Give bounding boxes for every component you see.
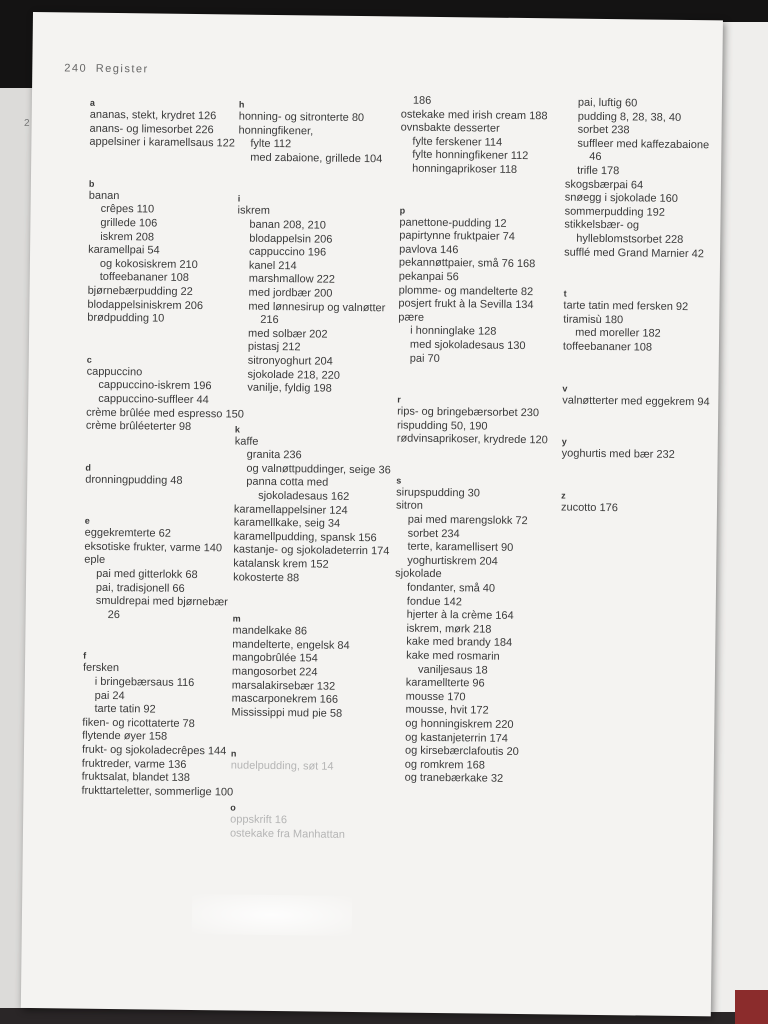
letter-heading: d (85, 462, 92, 473)
index-subentry: sitronyoghurt 204 (247, 354, 333, 368)
letter-heading: k (234, 424, 240, 435)
index-entry: crème brûléeterter 98 (85, 419, 192, 434)
index-subentry: sjokolade 218, 220 (247, 368, 341, 382)
index-entry: sitron (395, 499, 423, 513)
index-entry: sirupspudding 30 (396, 486, 481, 500)
index-entry: plomme- og mandelterte 82 (398, 284, 534, 298)
index-entry: skogsbærpai 64 (564, 178, 644, 192)
index-subentry: pai, luftig 60 (577, 96, 638, 110)
index-entry: ostekake fra Manhattan (229, 827, 346, 841)
index-entry: honning- og sitronterte 80 (238, 110, 365, 125)
index-subentry: og kokosiskrem 210 (99, 257, 198, 271)
letter-heading: r (397, 394, 401, 405)
index-subentry: kake med rosmarin vaniljesaus 18 (406, 649, 500, 677)
index-entry: nudelpudding, søt 14 (230, 759, 334, 774)
index-entry: kokosterte 88 (233, 571, 300, 584)
index-entry: fiken- og ricottaterte 78 (82, 716, 195, 730)
index-entry: frukttarteletter, sommerlige 100 (81, 784, 234, 799)
index-entry: zucotto 176 (560, 501, 618, 514)
index-entry: papirtynne fruktpaier 74 (399, 229, 515, 244)
index-entry: karamellappelsiner 124 (233, 503, 348, 517)
index-subentry: toffeebananer 108 (99, 271, 189, 285)
letter-heading: v (562, 382, 568, 394)
index-entry: fruktreder, varme 136 (81, 757, 187, 771)
index-subentry: og honningiskrem 220 (405, 717, 514, 731)
index-subentry: pai 24 (94, 689, 125, 702)
index-entry: Mississippi mud pie 58 (231, 706, 343, 720)
index-subentry: yoghurtiskrem 204 (407, 554, 498, 568)
index-entry: ananas, stekt, krydret 126 (89, 108, 217, 123)
index-subentry: og tranebærkake 32 (404, 771, 504, 786)
section-gap (87, 325, 245, 349)
index-subentry: med lønnesirup og valnøtter 216 (248, 300, 386, 327)
index-entry: fersken (82, 662, 120, 675)
index-entry: snøegg i sjokolade 160 (564, 191, 678, 206)
index-entry: banan (88, 189, 120, 202)
index-subentry: med zabaione, grillede 104 (250, 151, 383, 166)
index-entry: katalansk krem 152 (233, 557, 329, 571)
index-entry: ostekake med irish cream 188 (400, 108, 548, 122)
left-page-mark: 2 (24, 118, 30, 129)
index-subentry: smuldrepai med bjørnebær 26 (95, 595, 228, 621)
letter-heading: z (561, 490, 566, 501)
index-entry: frukt- og sjokoladecrêpes 144 (81, 743, 227, 758)
index-subentry: pai 70 (409, 352, 440, 365)
page-number: 240 (64, 62, 88, 75)
index-entry: marsalakirsebær 132 (231, 679, 336, 693)
index-entry: rips- og bringebærsorbet 230 (397, 405, 540, 420)
index-entry: stikkelsbær- og hylleblomstsorbet 228 (564, 218, 684, 246)
section-gap (235, 395, 393, 419)
index-subentry: cappuccino-iskrem 196 (98, 379, 212, 393)
index-entry: cappuccino (86, 365, 143, 379)
section-gap (85, 487, 243, 511)
index-subentry: cappuccino 196 (249, 245, 327, 259)
index-subentry: terte, karamellisert 90 (407, 540, 514, 555)
index-entry: yoghurtis med bær 232 (561, 447, 675, 461)
index-entry: iskrem (237, 204, 271, 218)
index-subentry: kanel 214 (248, 259, 297, 272)
index-entry: pære (398, 311, 425, 324)
index-entry: valnøtterter med eggekrem 94 (562, 393, 710, 408)
section-gap (231, 720, 389, 744)
index-entry: mandelkake 86 (232, 624, 308, 638)
index-subentry: pudding 8, 28, 38, 40 (577, 110, 682, 124)
index-subentry: mousse, hvit 172 (405, 703, 489, 717)
index-subentry: og kirsebærclafoutis 20 (404, 744, 519, 759)
index-entry: mascarponekrem 166 (231, 692, 339, 706)
letter-heading: e (84, 515, 90, 527)
section-gap (400, 176, 558, 200)
index-subentry: i bringebærsaus 116 (94, 675, 195, 690)
section-title: Register (95, 62, 149, 76)
letter-heading: t (563, 288, 567, 299)
index-subentry: kake med brandy 184 (406, 636, 513, 650)
index-subentry: crêpes 110 (100, 203, 155, 216)
index-column-4 (561, 97, 724, 517)
index-entry: brødpudding 10 (87, 311, 165, 325)
letter-heading: b (88, 178, 95, 189)
index-subentry: 186 (412, 94, 432, 107)
letter-heading: a (89, 97, 95, 108)
index-entry: tiramisù 180 (563, 313, 624, 326)
section-gap (396, 446, 554, 470)
index-entry: pekannøttpaier, små 76 168 (398, 256, 536, 271)
index-subentry: karamellterte 96 (405, 676, 485, 690)
index-subentry: pistasj 212 (247, 340, 301, 354)
letter-heading: y (561, 436, 567, 447)
index-subentry: med jordbær 200 (248, 286, 333, 300)
index-subentry: honningaprikoser 118 (412, 162, 518, 176)
index-subentry: trifle 178 (577, 164, 620, 178)
letter-heading: p (399, 205, 406, 216)
index-entry: dronningpudding 48 (85, 473, 183, 487)
index-subentry: og romkrem 168 (404, 758, 485, 772)
letter-heading: o (230, 802, 236, 813)
index-entry: posjert frukt à la Sevilla 134 (398, 297, 534, 312)
index-entry: panettone-pudding 12 (399, 216, 507, 230)
index-entry: sjokolade (395, 567, 442, 581)
section-gap (83, 622, 241, 646)
index-subentry: med solbær 202 (248, 327, 328, 341)
index-entry: anans- og limesorbet 226 (89, 122, 214, 136)
index-column-1 (81, 91, 248, 800)
index-entry: flytende øyer 158 (82, 730, 168, 744)
index-subentry: pai med marengslokk 72 (407, 513, 528, 528)
index-entry: eggekremterte 62 (84, 526, 171, 541)
index-entry: rødvinsaprikoser, krydrede 120 (396, 432, 548, 447)
index-subentry: med sjokoladesaus 130 (409, 338, 526, 352)
index-subentry: cappuccino-suffleer 44 (98, 392, 209, 407)
index-entry: ovnsbakte desserter (400, 121, 500, 135)
index-entry: sufflé med Grand Marnier 42 (564, 246, 704, 260)
index-entry: fruktsalat, blandet 138 (81, 770, 190, 785)
section-gap (238, 165, 396, 189)
section-gap (562, 408, 720, 432)
index-entry: pavlova 146 (399, 243, 459, 256)
letter-heading: i (237, 193, 241, 204)
letter-heading: c (86, 354, 92, 365)
index-subentry: suffleer med kaffezabaione 46 (577, 137, 710, 164)
index-subentry: sorbet 238 (577, 123, 630, 137)
index-subentry: og kastanjeterrin 174 (405, 731, 508, 745)
letter-heading: f (83, 651, 87, 662)
index-subentry: iskrem, mørk 218 (406, 622, 492, 636)
index-entry: kaffe (234, 435, 259, 448)
index-subentry: hjerter à la crème 164 (406, 608, 514, 623)
index-entry: toffeebananer 108 (562, 340, 653, 354)
index-subentry: iskrem 208 (100, 230, 155, 244)
section-gap (230, 773, 388, 797)
index-subentry: i honninglake 128 (410, 324, 497, 338)
index-entry: honningfikener, (238, 124, 314, 138)
letter-heading: n (230, 748, 237, 759)
page-header (64, 62, 149, 75)
index-entry: blodappelsiniskrem 206 (87, 298, 204, 312)
index-column-2 (230, 93, 397, 843)
index-column-3 (393, 95, 559, 788)
index-subentry: tarte tatin 92 (94, 703, 156, 716)
index-subentry: fylte ferskener 114 (412, 135, 503, 149)
index-entry: sommerpudding 192 (564, 205, 665, 219)
section-gap (233, 585, 391, 609)
index-entry: eple (84, 554, 106, 567)
section-gap (564, 260, 722, 284)
index-subentry: fylte 112 (250, 137, 292, 151)
light-glare (192, 894, 352, 936)
index-subentry: banan 208, 210 (249, 218, 326, 232)
index-entry: tarte tatin med fersken 92 (563, 299, 689, 314)
section-gap (397, 366, 555, 390)
index-subentry: grillede 106 (100, 216, 158, 230)
index-subentry: blodappelsin 206 (249, 232, 333, 246)
index-subentry: fylte honningfikener 112 (412, 149, 529, 163)
index-entry: eksotiske frukter, varme 140 (84, 540, 223, 555)
section-gap (89, 149, 247, 173)
section-gap (561, 461, 719, 485)
index-entry: karamellpudding, spansk 156 (233, 530, 377, 545)
index-entry: oppskrift 16 (230, 813, 288, 827)
section-gap (86, 433, 244, 457)
letter-heading: h (238, 99, 245, 110)
index-subentry: pai, tradisjonell 66 (95, 581, 185, 595)
index-subentry: fondue 142 (406, 595, 462, 608)
section-gap (563, 354, 721, 378)
index-subentry: marshmallow 222 (248, 273, 336, 287)
index-subentry: sorbet 234 (407, 527, 460, 540)
index-entry: rispudding 50, 190 (396, 419, 488, 433)
index-subentry: pai med gitterlokk 68 (96, 567, 198, 582)
index-subentry: panna cotta med sjokoladesaus 162 (246, 476, 350, 503)
index-subentry: granita 236 (246, 448, 302, 462)
index-entry: crème brûlée med espresso 150 (86, 406, 244, 421)
index-entry: karamellkake, seig 34 (233, 516, 341, 531)
index-entry: bjørnebærpudding 22 (87, 284, 193, 298)
book-cover-corner (735, 990, 768, 1024)
index-page (21, 12, 723, 1016)
index-subentry: med moreller 182 (575, 326, 661, 341)
index-entry: mangosorbet 224 (231, 665, 318, 679)
index-subentry: vanilje, fyldig 198 (247, 381, 332, 395)
index-subentry: mousse 170 (405, 690, 466, 704)
index-entry: mandelterte, engelsk 84 (232, 638, 350, 652)
index-entry: appelsiner i karamellsaus 122 (89, 135, 236, 150)
letter-heading: s (396, 475, 402, 486)
index-entry: pekanpai 56 (398, 270, 459, 284)
index-entry: karamellpai 54 (88, 243, 160, 257)
index-subentry: og valnøttpuddinger, seige 36 (246, 462, 391, 477)
index-entry: mangobrûlée 154 (232, 651, 318, 665)
letter-heading: m (232, 613, 241, 624)
index-entry: kastanje- og sjokoladeterrin 174 (233, 543, 390, 558)
index-subentry: fondanter, små 40 (406, 581, 496, 595)
